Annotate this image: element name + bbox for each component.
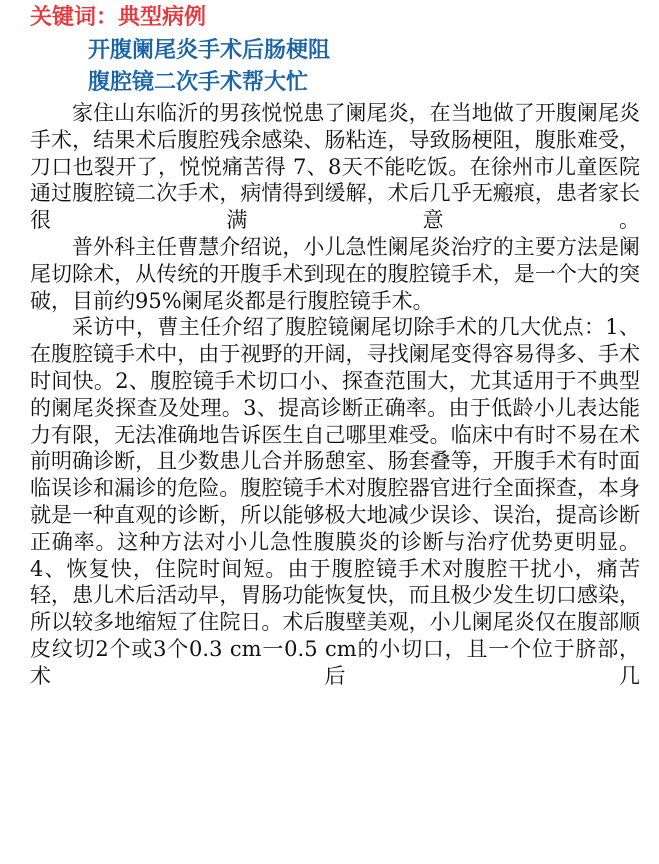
paragraph-2: 普外科主任曹慧介绍说，小儿急性阑尾炎治疗的主要方法是阑尾切除术，从传统的开腹手术到现在的腹腔镜手术，是一个大的突破，目前约95%阑尾炎都是行腹腔镜手术。 — [30, 234, 640, 313]
paragraph-1: 家住山东临沂的男孩悦悦患了阑尾炎，在当地做了开腹阑尾炎手术，结果术后腹腔残余感染、肠粘连，导致肠梗阻，腹胀难受，刀口也裂开了，悦悦痛苦得 7、8天不能吃饭。在徐州市儿童医院通过腹腔镜二次手术，病情得到缓解，术后几乎无瘢痕，患者家长很满意。 — [30, 101, 640, 233]
headline-1: 开腹阑尾炎手术后肠梗阻 — [88, 38, 331, 63]
article-body — [30, 100, 640, 690]
keyword-label: 关键词：典型病例 — [30, 5, 207, 30]
headline-2: 腹腔镜二次手术帮大忙 — [88, 70, 309, 95]
paragraph-3: 采访中，曹主任介绍了腹腔镜阑尾切除手术的几大优点：1、在腹腔镜手术中，由于视野的开阔，寻找阑尾变得容易得多、手术时间快。2、腹腔镜手术切口小、探查范围大，尤其适用于不典型的阑尾炎探查及处理。3、提高诊断正确率。由于低龄小儿表达能力有限，无法准确地告诉医生自己哪里难受。临床中有时不易在术前明确诊断，且少数患儿合并肠憩室、肠套叠等，开腹手术有时面临误诊和漏诊的危险。腹腔镜手术对腹腔器官进行全面探查，本身就是一种直观的诊断，所以能够极大地减少误诊、误治，提高诊断正确率。这种方法对小儿急性腹膜炎的诊断与治疗优势更明显。4、恢复快，住院时间短。由于腹腔镜手术对腹腔干扰小，痛苦轻，患儿术后活动早，胃肠功能恢复快，而且极少发生切口感染，所以较多地缩短了住院日。术后腹壁美观，小儿阑尾炎仅在腹部顺皮纹切2个或3个0.3 cm一0.5 cm的小切口，且一个位于脐部，术后几 — [30, 315, 640, 688]
